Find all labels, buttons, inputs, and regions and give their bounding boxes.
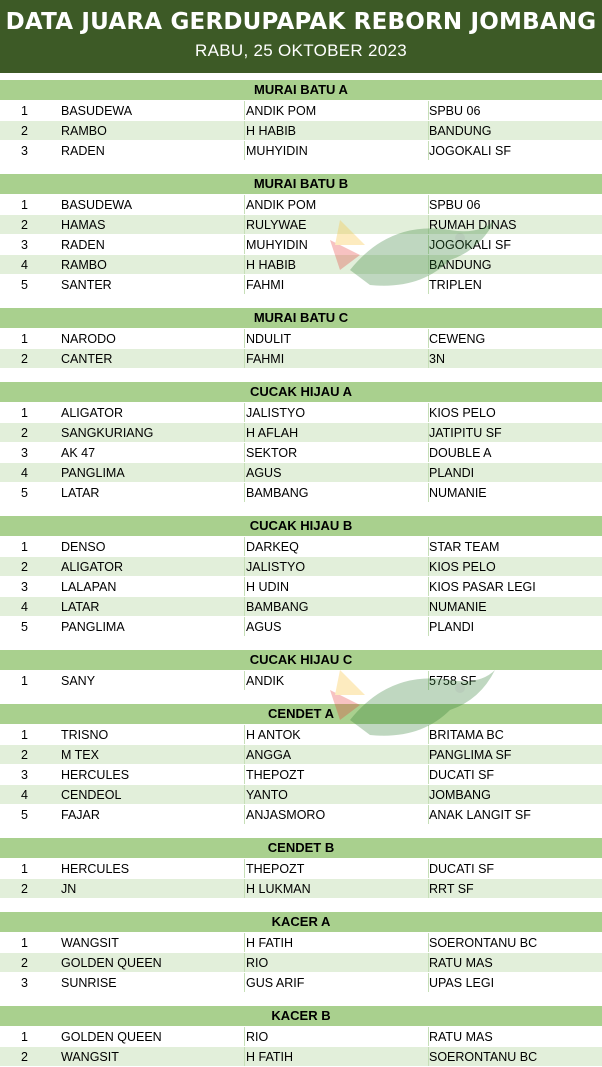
owner-cell: AGUS bbox=[245, 617, 429, 636]
category-title: CUCAK HIJAU B bbox=[0, 516, 602, 536]
result-row bbox=[0, 576, 602, 596]
team-cell: KIOS PELO bbox=[429, 406, 496, 420]
result-row bbox=[0, 744, 602, 764]
team-cell: RATU MAS bbox=[429, 956, 493, 970]
rank-cell: 5 bbox=[21, 808, 28, 822]
rank-cell: 2 bbox=[21, 352, 28, 366]
rank-cell: 1 bbox=[21, 674, 28, 688]
team-cell: KIOS PELO bbox=[429, 560, 496, 574]
owner-cell: H FATIH bbox=[245, 1047, 429, 1066]
category-gap bbox=[0, 690, 602, 704]
rank-cell: 2 bbox=[21, 956, 28, 970]
owner-cell: YANTO bbox=[245, 785, 429, 804]
team-cell: ANAK LANGIT SF bbox=[429, 808, 531, 822]
rank-cell: 4 bbox=[21, 788, 28, 802]
team-cell: RATU MAS bbox=[429, 1030, 493, 1044]
page-header bbox=[0, 0, 602, 73]
result-row bbox=[0, 274, 602, 294]
bird-name-cell: WANGSIT bbox=[61, 933, 245, 952]
result-row bbox=[0, 616, 602, 636]
team-cell: JOMBANG bbox=[429, 788, 491, 802]
rank-cell: 3 bbox=[21, 976, 28, 990]
rank-cell: 4 bbox=[21, 258, 28, 272]
result-row bbox=[0, 348, 602, 368]
owner-cell: ANGGA bbox=[245, 745, 429, 764]
category-gap bbox=[0, 160, 602, 174]
owner-cell: H HABIB bbox=[245, 121, 429, 140]
bird-name-cell: SANY bbox=[61, 671, 245, 690]
category-gap bbox=[0, 368, 602, 382]
bird-name-cell: DENSO bbox=[61, 537, 245, 556]
category-title: CENDET B bbox=[0, 838, 602, 858]
rank-cell: 4 bbox=[21, 600, 28, 614]
rank-cell: 1 bbox=[21, 540, 28, 554]
team-cell: BANDUNG bbox=[429, 124, 492, 138]
category-gap bbox=[0, 502, 602, 516]
owner-cell: FAHMI bbox=[245, 275, 429, 294]
bird-name-cell: FAJAR bbox=[61, 805, 245, 824]
result-row bbox=[0, 724, 602, 744]
bird-name-cell: HERCULES bbox=[61, 765, 245, 784]
rank-cell: 5 bbox=[21, 620, 28, 634]
bird-name-cell: HAMAS bbox=[61, 215, 245, 234]
result-row bbox=[0, 972, 602, 992]
team-cell: RUMAH DINAS bbox=[429, 218, 517, 232]
owner-cell: RIO bbox=[245, 953, 429, 972]
owner-cell: MUHYIDIN bbox=[245, 235, 429, 254]
page-date: RABU, 25 OKTOBER 2023 bbox=[195, 41, 407, 60]
category-gap bbox=[0, 636, 602, 650]
rank-cell: 3 bbox=[21, 580, 28, 594]
result-row bbox=[0, 1026, 602, 1046]
result-row bbox=[0, 194, 602, 214]
rank-cell: 4 bbox=[21, 466, 28, 480]
owner-cell: NDULIT bbox=[245, 329, 429, 348]
bird-name-cell: CANTER bbox=[61, 349, 245, 368]
bird-name-cell: RAMBO bbox=[61, 121, 245, 140]
team-cell: NUMANIE bbox=[429, 486, 487, 500]
team-cell: 3N bbox=[429, 352, 445, 366]
result-row bbox=[0, 784, 602, 804]
rank-cell: 2 bbox=[21, 748, 28, 762]
result-row bbox=[0, 402, 602, 422]
bird-name-cell: GOLDEN QUEEN bbox=[61, 953, 245, 972]
owner-cell: BAMBANG bbox=[245, 597, 429, 616]
result-row bbox=[0, 1046, 602, 1066]
rank-cell: 1 bbox=[21, 198, 28, 212]
bird-name-cell: RADEN bbox=[61, 141, 245, 160]
result-row bbox=[0, 214, 602, 234]
team-cell: DOUBLE A bbox=[429, 446, 492, 460]
rank-cell: 2 bbox=[21, 882, 28, 896]
bird-name-cell: RAMBO bbox=[61, 255, 245, 274]
result-row bbox=[0, 536, 602, 556]
owner-cell: FAHMI bbox=[245, 349, 429, 368]
rank-cell: 1 bbox=[21, 862, 28, 876]
owner-cell: MUHYIDIN bbox=[245, 141, 429, 160]
rank-cell: 1 bbox=[21, 1030, 28, 1044]
owner-cell: ANDIK POM bbox=[245, 101, 429, 120]
team-cell: BANDUNG bbox=[429, 258, 492, 272]
result-row bbox=[0, 140, 602, 160]
result-row bbox=[0, 596, 602, 616]
team-cell: PLANDI bbox=[429, 466, 475, 480]
owner-cell: RIO bbox=[245, 1027, 429, 1046]
result-row bbox=[0, 804, 602, 824]
team-cell: DUCATI SF bbox=[429, 768, 495, 782]
owner-cell: SEKTOR bbox=[245, 443, 429, 462]
owner-cell: JALISTYO bbox=[245, 403, 429, 422]
team-cell: PLANDI bbox=[429, 620, 475, 634]
rank-cell: 1 bbox=[21, 104, 28, 118]
result-row bbox=[0, 482, 602, 502]
bird-name-cell: NARODO bbox=[61, 329, 245, 348]
bird-name-cell: SUNRISE bbox=[61, 973, 245, 992]
owner-cell: GUS ARIF bbox=[245, 973, 429, 992]
owner-cell: H ANTOK bbox=[245, 725, 429, 744]
team-cell: CEWENG bbox=[429, 332, 486, 346]
bird-name-cell: AK 47 bbox=[61, 443, 245, 462]
owner-cell: H UDIN bbox=[245, 577, 429, 596]
bird-name-cell: RADEN bbox=[61, 235, 245, 254]
rank-cell: 1 bbox=[21, 936, 28, 950]
team-cell: NUMANIE bbox=[429, 600, 487, 614]
bird-name-cell: HERCULES bbox=[61, 859, 245, 878]
team-cell: SPBU 06 bbox=[429, 198, 481, 212]
result-row bbox=[0, 556, 602, 576]
result-row bbox=[0, 858, 602, 878]
owner-cell: THEPOZT bbox=[245, 765, 429, 784]
owner-cell: JALISTYO bbox=[245, 557, 429, 576]
rank-cell: 2 bbox=[21, 124, 28, 138]
result-row bbox=[0, 234, 602, 254]
team-cell: SOERONTANU BC bbox=[429, 936, 538, 950]
bird-name-cell: JN bbox=[61, 879, 245, 898]
owner-cell: THEPOZT bbox=[245, 859, 429, 878]
team-cell: SPBU 06 bbox=[429, 104, 481, 118]
owner-cell: ANDIK POM bbox=[245, 195, 429, 214]
owner-cell: H AFLAH bbox=[245, 423, 429, 442]
category-gap bbox=[0, 824, 602, 838]
result-row bbox=[0, 952, 602, 972]
category-title: MURAI BATU B bbox=[0, 174, 602, 194]
bird-name-cell: PANGLIMA bbox=[61, 463, 245, 482]
owner-cell: H FATIH bbox=[245, 933, 429, 952]
bird-name-cell: BASUDEWA bbox=[61, 195, 245, 214]
bird-name-cell: PANGLIMA bbox=[61, 617, 245, 636]
rank-cell: 3 bbox=[21, 144, 28, 158]
result-row bbox=[0, 254, 602, 274]
team-cell: SOERONTANU BC bbox=[429, 1050, 538, 1064]
team-cell: JOGOKALI SF bbox=[429, 144, 511, 158]
result-row bbox=[0, 878, 602, 898]
category-gap bbox=[0, 898, 602, 912]
bird-name-cell: WANGSIT bbox=[61, 1047, 245, 1066]
rank-cell: 3 bbox=[21, 446, 28, 460]
rank-cell: 1 bbox=[21, 406, 28, 420]
category-title: CUCAK HIJAU C bbox=[0, 650, 602, 670]
rank-cell: 1 bbox=[21, 332, 28, 346]
result-row bbox=[0, 422, 602, 442]
category-title: CENDET A bbox=[0, 704, 602, 724]
owner-cell: BAMBANG bbox=[245, 483, 429, 502]
rank-cell: 5 bbox=[21, 278, 28, 292]
owner-cell: RULYWAE bbox=[245, 215, 429, 234]
bird-name-cell: SANGKURIANG bbox=[61, 423, 245, 442]
rank-cell: 2 bbox=[21, 218, 28, 232]
team-cell: STAR TEAM bbox=[429, 540, 500, 554]
team-cell: RRT SF bbox=[429, 882, 474, 896]
team-cell: TRIPLEN bbox=[429, 278, 482, 292]
rank-cell: 3 bbox=[21, 768, 28, 782]
bird-name-cell: ALIGATOR bbox=[61, 557, 245, 576]
team-cell: DUCATI SF bbox=[429, 862, 495, 876]
result-row bbox=[0, 442, 602, 462]
bird-name-cell: SANTER bbox=[61, 275, 245, 294]
bird-name-cell: LALAPAN bbox=[61, 577, 245, 596]
result-row bbox=[0, 462, 602, 482]
bird-name-cell: LATAR bbox=[61, 483, 245, 502]
category-title: MURAI BATU A bbox=[0, 80, 602, 100]
team-cell: KIOS PASAR LEGI bbox=[429, 580, 536, 594]
bird-name-cell: GOLDEN QUEEN bbox=[61, 1027, 245, 1046]
category-gap bbox=[0, 992, 602, 1006]
bird-name-cell: TRISNO bbox=[61, 725, 245, 744]
category-title: CUCAK HIJAU A bbox=[0, 382, 602, 402]
owner-cell: DARKEQ bbox=[245, 537, 429, 556]
page-title: DATA JUARA GERDUPAPAK REBORN JOMBANG bbox=[5, 9, 597, 35]
rank-cell: 3 bbox=[21, 238, 28, 252]
result-row bbox=[0, 100, 602, 120]
bird-name-cell: LATAR bbox=[61, 597, 245, 616]
rank-cell: 2 bbox=[21, 560, 28, 574]
results-list bbox=[0, 73, 602, 1066]
bird-name-cell: ALIGATOR bbox=[61, 403, 245, 422]
owner-cell: ANJASMORO bbox=[245, 805, 429, 824]
category-title: KACER A bbox=[0, 912, 602, 932]
team-cell: UPAS LEGI bbox=[429, 976, 495, 990]
bird-name-cell: BASUDEWA bbox=[61, 101, 245, 120]
result-row bbox=[0, 670, 602, 690]
team-cell: JOGOKALI SF bbox=[429, 238, 511, 252]
team-cell: JATIPITU SF bbox=[429, 426, 502, 440]
owner-cell: H HABIB bbox=[245, 255, 429, 274]
rank-cell: 2 bbox=[21, 1050, 28, 1064]
result-row bbox=[0, 120, 602, 140]
result-row bbox=[0, 932, 602, 952]
rank-cell: 5 bbox=[21, 486, 28, 500]
bird-name-cell: M TEX bbox=[61, 745, 245, 764]
result-row bbox=[0, 328, 602, 348]
result-row bbox=[0, 764, 602, 784]
bird-name-cell: CENDEOL bbox=[61, 785, 245, 804]
rank-cell: 1 bbox=[21, 728, 28, 742]
category-gap bbox=[0, 294, 602, 308]
rank-cell: 2 bbox=[21, 426, 28, 440]
team-cell: PANGLIMA SF bbox=[429, 748, 512, 762]
team-cell: BRITAMA BC bbox=[429, 728, 504, 742]
team-cell: 5758 SF bbox=[429, 674, 477, 688]
owner-cell: AGUS bbox=[245, 463, 429, 482]
category-title: KACER B bbox=[0, 1006, 602, 1026]
category-title: MURAI BATU C bbox=[0, 308, 602, 328]
owner-cell: H LUKMAN bbox=[245, 879, 429, 898]
owner-cell: ANDIK bbox=[245, 671, 429, 690]
